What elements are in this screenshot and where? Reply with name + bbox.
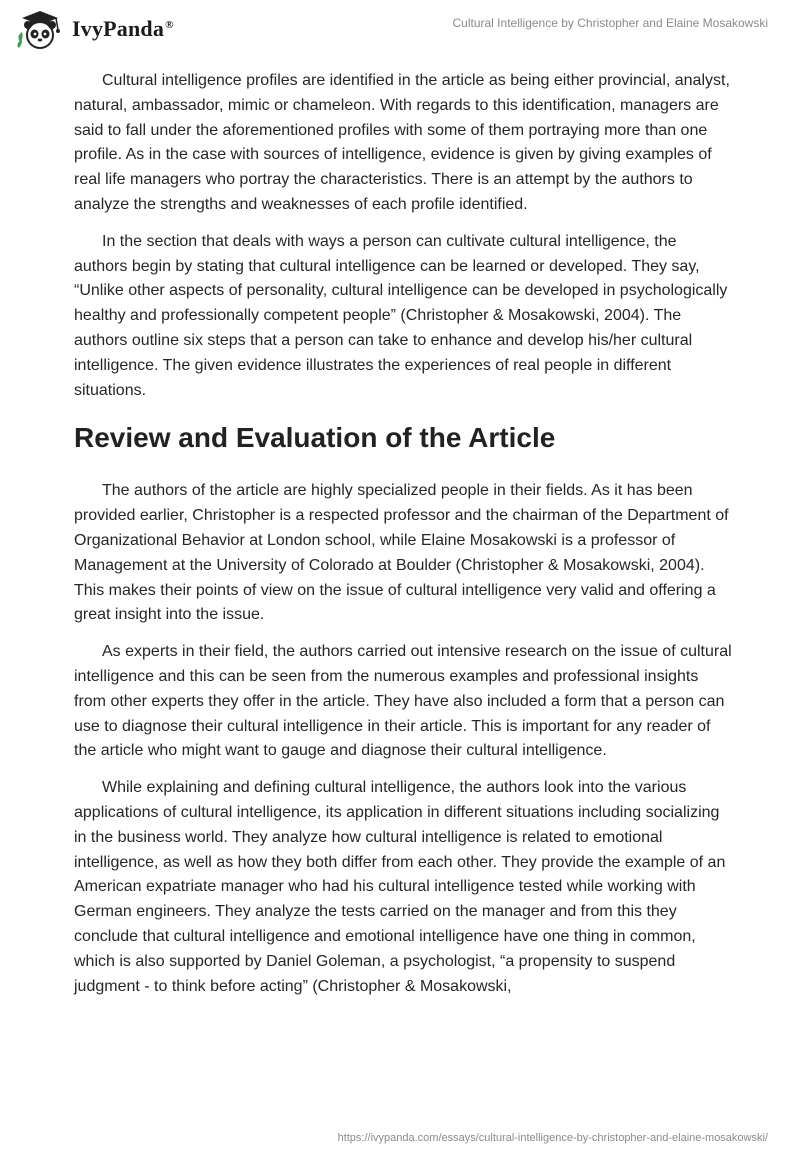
paragraph-applications: While explaining and defining cultural intelligence, the authors look into the various applications of cultural intelligence, its application in different situations including socializing in the business world. They analyze how cultural intelligence is related to emotional intelligence, as well as how they both differ from each other. They provide the example of an American expatriate manager who had his cultural intelligence tested while working with German engineers. They analyze the tests carried on the manager and from this they conclude that cultural intelligence and emotional intelligence have one thing in common, which is also supported by Daniel Goleman, a psychologist, “a propensity to suspend judgment - to think before acting” (Christopher & Mosakowski, [74,779,726,995]
paragraph-authors: The authors of the article are highly specialized people in their fields. As it has been provided earlier, Christopher is a respected professor and the chairman of the Department of Organizational Behavior at London school, while Elaine Mosakowski is a professor of Management at the University of Colorado at Boulder (Christopher & Mosakowski, 2004). This makes their points of view on the issue of cultural intelligence very valid and offering a great insight into the issue. [74,482,729,624]
brand-name: IvyPanda® [72,16,174,41]
paragraph-experts: As experts in their field, the authors carried out intensive research on the issue of cultural intelligence and this can be seen from the numerous examples and professional insights from other experts they offer in the article. They have also included a form that a person can use to diagnose their cultural intelligence in their article. This is important for any reader of the article who might want to gauge and diagnose their cultural intelligence. [74,643,732,760]
section-heading: Review and Evaluation of the Article [74,422,556,454]
page-header [0,0,800,70]
ivypanda-logo[interactable] [14,8,174,50]
essay-content [74,69,734,1011]
registered-mark: ® [165,18,174,31]
panda-logo-icon [14,8,66,50]
paragraph-profiles: Cultural intelligence profiles are identified in the article as being either provincial, analyst, natural, ambassador, mimic or chameleon. With regards to this identification, managers are said to fall under the aforementioned profiles with some of them portraying more than one profile. As in the case with sources of intelligence, evidence is given by giving examples of real life managers who portray the characteristics. There is an attempt by the authors to analyze the strengths and weaknesses of each profile identified. [74,72,730,213]
document-title: Cultural Intelligence by Christopher and Elaine Mosakowski [452,16,768,30]
paragraph-cultivate: In the section that deals with ways a person can cultivate cultural intelligence, the authors begin by stating that cultural intelligence can be learned or developed. They say, “Unlike other aspects of personality, cultural intelligence can be developed in psychologically healthy and professionally competent people” (Christopher & Mosakowski, 2004). The authors outline six steps that a person can take to enhance and develop his/her cultural intelligence. The given evidence illustrates the experiences of real people in different situations. [74,232,728,399]
source-url-link[interactable]: https://ivypanda.com/essays/cultural-intelligence-by-christopher-and-elaine-mosakowski/ [337,1132,768,1144]
